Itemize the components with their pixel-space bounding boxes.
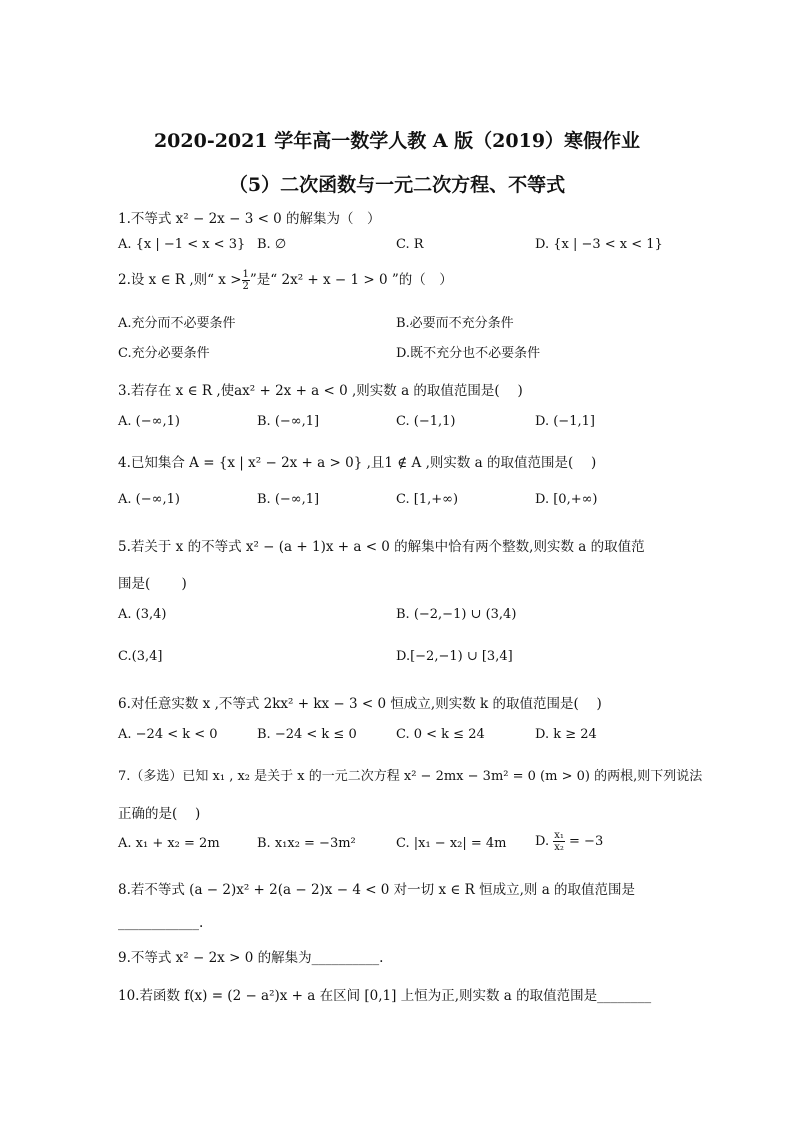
question-5-stem-line-2: 围是( ) [118,576,187,592]
question-9-stem: 9.不等式 x² − 2x > 0 的解集为__________. [118,950,384,966]
question-4-option-b: B. (−∞,1] [257,492,320,507]
question-3-option-a: A. (−∞,1) [118,414,180,429]
question-4-option-c: C. [1,+∞) [396,492,459,507]
question-1-option-b: B. ∅ [257,237,287,252]
question-6-option-d: D. k ≥ 24 [535,727,597,742]
fraction-numerator: x₁ [554,830,564,841]
question-2-fraction [242,269,250,292]
question-6-option-a: A. −24 < k < 0 [118,727,218,742]
question-10-stem: 10.若函数 f(x) = (2 − a²)x + a 在区间 [0,1] 上恒为正,则实数 a 的取值范围是________ [118,988,652,1004]
question-5-stem-line-1: 5.若关于 x 的不等式 x² − (a + 1)x + a < 0 的解集中恰有两个整数,则实数 a 的取值范 [118,539,645,555]
question-3-option-c: C. (−1,1) [396,414,456,429]
question-2-stem-pre: 2.设 x ∈ R ,则“ x > [118,272,242,288]
question-2-stem-post: ”是“ 2x² + x − 1 > 0 ”的（ ） [249,272,453,288]
question-8-blank: ____________. [118,915,204,931]
question-7-option-b: B. x₁x₂ = −3m² [257,836,356,851]
question-5-option-a: A. (3,4) [118,607,167,622]
question-1-option-d: D. {x | −3 < x < 1} [535,237,663,252]
question-5-option-c: C.(3,4] [118,649,163,664]
title-line-2: （5）二次函数与一元二次方程、不等式 [228,174,566,196]
question-6-option-c: C. 0 < k ≤ 24 [396,727,485,742]
question-7-option-d-rest: = −3 [569,834,604,849]
question-1-option-a: A. {x | −1 < x < 3} [118,237,246,252]
question-2-option-b: B.必要而不充分条件 [396,316,514,331]
question-1-stem: 1.不等式 x² − 2x − 3 < 0 的解集为（ ） [118,211,381,227]
question-1-option-c: C. R [396,237,424,252]
question-7-option-a: A. x₁ + x₂ = 2m [118,836,220,851]
question-3-stem: 3.若存在 x ∈ R ,使ax² + 2x + a < 0 ,则实数 a 的取值范围是( ) [118,383,523,399]
question-4-stem: 4.已知集合 A = {x | x² − 2x + a > 0} ,且1 ∉ A ,则实数 a 的取值范围是( ) [118,455,597,471]
question-7-option-d-label: D. [535,834,550,849]
question-7-stem-line-2: 正确的是( ) [118,806,201,822]
question-7-option-d [535,830,603,853]
question-3-option-b: B. (−∞,1] [257,414,320,429]
title-line-1: 2020-2021 学年高一数学人教 A 版（2019）寒假作业 [153,130,641,152]
question-5-option-d: D.[−2,−1) ∪ [3,4] [396,649,513,664]
fraction-denominator: x₂ [554,842,564,853]
question-8-stem-line-1: 8.若不等式 (a − 2)x² + 2(a − 2)x − 4 < 0 对一切 x ∈ R 恒成立,则 a 的取值范围是 [118,882,636,898]
question-4-option-d: D. [0,+∞) [535,492,598,507]
question-2-option-c: C.充分必要条件 [118,346,210,361]
question-2-stem [118,268,453,292]
question-7-option-c: C. |x₁ − x₂| = 4m [396,836,507,851]
question-6-option-b: B. −24 < k ≤ 0 [257,727,357,742]
question-2-option-a: A.充分而不必要条件 [118,316,236,331]
question-2-option-d: D.既不充分也不必要条件 [396,346,541,361]
question-5-option-b: B. (−2,−1) ∪ (3,4) [396,607,517,622]
question-4-option-a: A. (−∞,1) [118,492,180,507]
question-7-option-d-fraction [553,830,565,853]
fraction-numerator: 1 [242,269,249,280]
question-6-stem: 6.对任意实数 x ,不等式 2kx² + kx − 3 < 0 恒成立,则实数 k 的取值范围是( ) [118,696,602,712]
question-7-stem-line-1: 7.（多选）已知 x₁ , x₂ 是关于 x 的一元二次方程 x² − 2mx − 3m² = 0 (m > 0) 的两根,则下列说法 [118,769,703,784]
fraction-denominator: 2 [242,281,249,292]
question-3-option-d: D. (−1,1] [535,414,595,429]
